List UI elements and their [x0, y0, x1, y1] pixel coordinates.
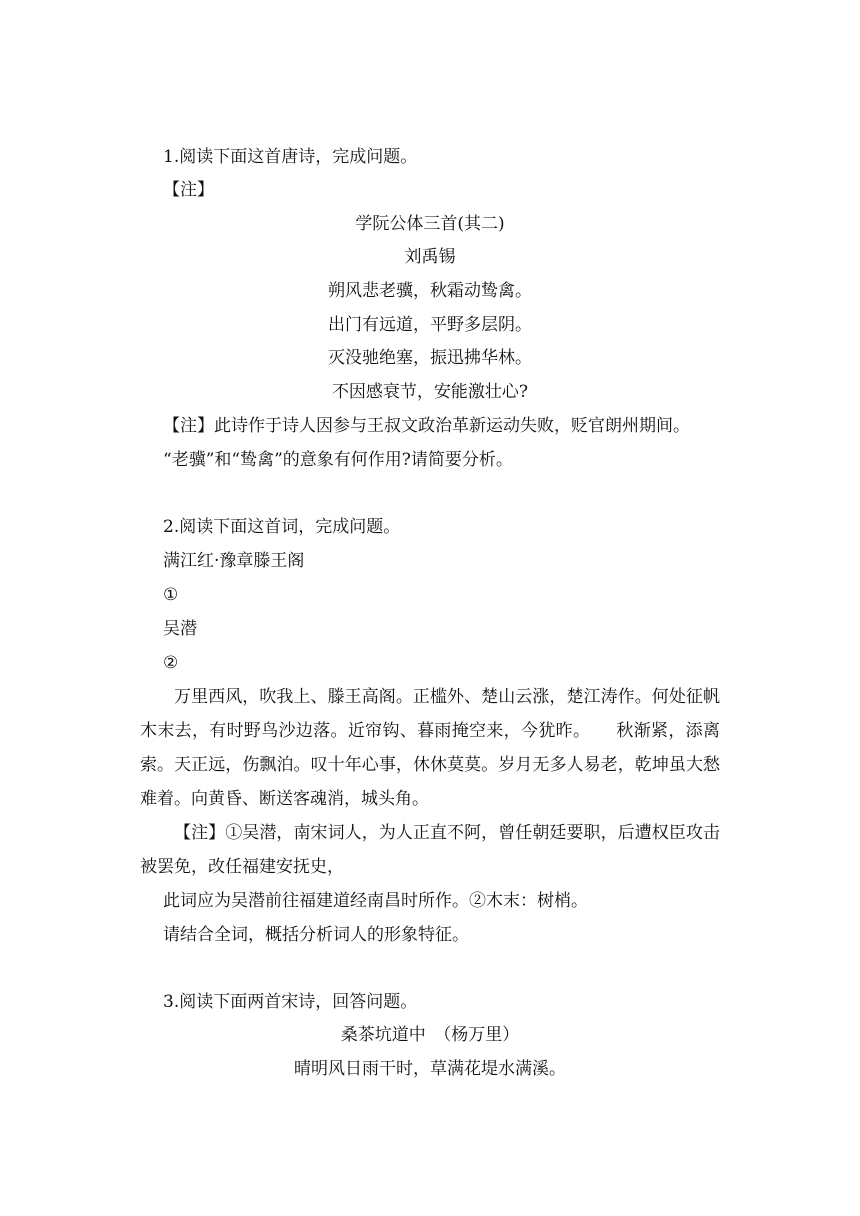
q1-poem-line: 不因感衰节，安能激壮心? [331, 382, 529, 402]
q1-note: 【注】此诗作于诗人因参与王叔文政治革新运动失败，贬官朗州期间。 [163, 416, 690, 436]
q1-poem-author: 刘禹锡 [404, 247, 456, 267]
q2-footnote-mark-2: ② [163, 653, 179, 673]
q2-note-block [140, 816, 720, 884]
q3-poem-line: 晴明风日雨干时，草满花堤水满溪。 [294, 1059, 566, 1079]
q2-note-continued: 此词应为吴潜前往福建道经南昌时所作。②木末：树梢。 [163, 891, 588, 911]
q3-poem-title: 桑茶坑道中 （杨万里） [340, 1025, 520, 1045]
q2-ci-title: 满江红·豫章滕王阁 [163, 551, 305, 571]
q2-ci-body [140, 680, 720, 816]
q1-poem-line: 出门有远道，平野多层阴。 [328, 315, 532, 335]
q2-note: 【注】①吴潜，南宋词人，为人正直不阿，曾任朝廷要职，后遭权臣攻击被罢免，改任福建安抚史， [140, 823, 720, 877]
q2-ci-text: 万里西风，吹我上、滕王高阁。正槛外、楚山云涨，楚江涛作。何处征帆木末去，有时野鸟沙边落。近帘钩、暮雨掩空来，今犹昨。 秋渐紧，添离索。天正远，伤飘泊。叹十年心事，休休莫莫。岁月无多人易老，乾坤虽大愁难着。向黄昏、断送客魂消，城头角。 [140, 687, 720, 809]
q2-author: 吴潜 [163, 619, 197, 639]
q1-poem-line: 灭没驰绝塞，振迅拂华林。 [328, 348, 532, 368]
q1-note-heading: 【注】 [163, 180, 214, 200]
q2-footnote-mark-1: ① [163, 585, 179, 605]
q2-question: 请结合全词，概括分析词人的形象特征。 [163, 925, 469, 945]
q1-prompt: 1.阅读下面这首唐诗，完成问题。 [163, 147, 418, 167]
q1-question: “老骥”和“鸷禽”的意象有何作用?请简要分析。 [163, 450, 513, 470]
q2-prompt: 2.阅读下面这首词，完成问题。 [163, 517, 401, 537]
q1-poem-title: 学阮公体三首(其二) [355, 214, 505, 234]
q3-prompt: 3.阅读下面两首宋诗，回答问题。 [163, 992, 418, 1012]
q1-poem-line: 朔风悲老骥，秋霜动鸷禽。 [328, 281, 532, 301]
